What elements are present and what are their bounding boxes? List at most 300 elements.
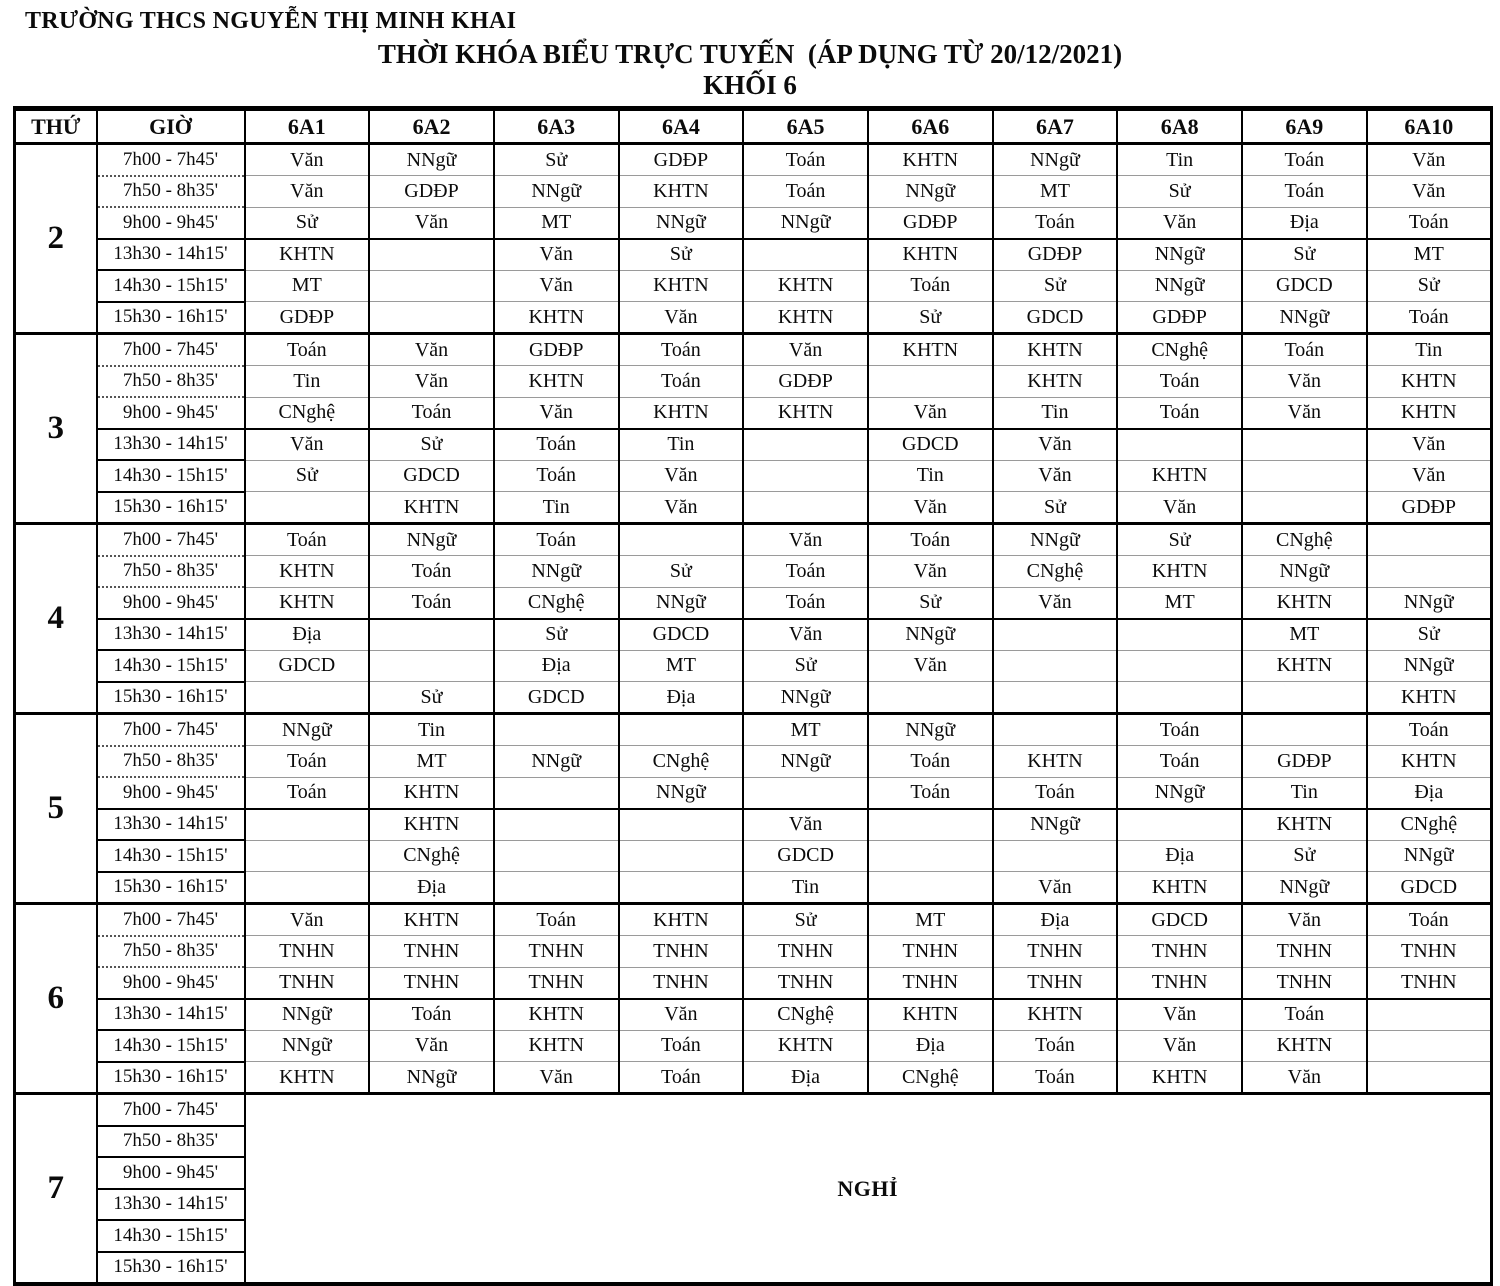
empty-cell [1242,682,1367,714]
subject-cell: Toán [245,746,370,778]
subject-cell: Địa [1117,840,1242,872]
subject-cell: KHTN [1117,460,1242,492]
empty-cell [1367,524,1492,556]
time-slot: 14h30 - 15h15' [97,460,245,492]
empty-cell [993,682,1118,714]
col-header-class: 6A10 [1367,109,1492,144]
subject-cell: KHTN [369,809,494,841]
empty-cell [1117,809,1242,841]
subject-cell: Văn [743,524,868,556]
subject-cell: Địa [1242,207,1367,239]
subject-cell: Toán [619,334,744,366]
subject-cell: Toán [1117,714,1242,746]
subject-cell: Văn [619,492,744,524]
subject-cell: GDCD [245,650,370,682]
time-slot: 9h00 - 9h45' [97,967,245,999]
time-slot: 15h30 - 16h15' [97,872,245,904]
subject-cell: NNgữ [1242,302,1367,334]
subject-cell: KHTN [993,999,1118,1031]
subject-cell: KHTN [1242,809,1367,841]
subject-cell: Toán [494,429,619,461]
subject-cell: NNgữ [369,524,494,556]
subject-cell: Văn [245,176,370,208]
subject-cell: Toán [868,746,993,778]
subject-cell: KHTN [245,587,370,619]
timetable-row [15,207,1492,239]
subject-cell: Văn [743,619,868,651]
subject-cell: Văn [1242,366,1367,398]
subject-cell: Văn [494,270,619,302]
subject-cell: Địa [868,1030,993,1062]
subject-cell: NNgữ [1117,270,1242,302]
col-header-time: GIỜ [97,109,245,144]
subject-cell: Văn [1367,144,1492,176]
subject-cell: KHTN [619,176,744,208]
subject-cell: TNHN [1242,936,1367,968]
empty-cell [993,714,1118,746]
subject-cell: Văn [993,429,1118,461]
timetable-row [15,777,1492,809]
empty-cell [494,714,619,746]
empty-cell [1117,682,1242,714]
empty-cell [494,872,619,904]
subject-cell: Văn [1242,904,1367,936]
subject-cell: KHTN [1242,1030,1367,1062]
day-number: 7 [15,1094,97,1285]
subject-cell: GDCD [369,460,494,492]
subject-cell: Địa [619,682,744,714]
subject-cell: Sử [993,492,1118,524]
subject-cell: Tin [245,366,370,398]
subject-cell: TNHN [369,936,494,968]
subject-cell: MT [245,270,370,302]
subject-cell: Toán [1242,334,1367,366]
time-slot: 7h50 - 8h35' [97,936,245,968]
subject-cell: MT [1367,239,1492,271]
subject-cell: NNgữ [868,176,993,208]
time-slot: 13h30 - 14h15' [97,1189,245,1221]
subject-cell: MT [743,714,868,746]
subject-cell: NNgữ [1117,777,1242,809]
subject-cell: TNHN [619,967,744,999]
subject-cell: KHTN [743,397,868,429]
time-slot: 13h30 - 14h15' [97,999,245,1031]
time-slot: 7h00 - 7h45' [97,714,245,746]
subject-cell: CNghệ [245,397,370,429]
subject-cell: Văn [1367,460,1492,492]
subject-cell: CNghệ [868,1062,993,1094]
timetable-row [15,176,1492,208]
subject-cell: Văn [868,650,993,682]
subject-cell: Toán [619,1062,744,1094]
subject-cell: Văn [1117,1030,1242,1062]
timetable-row [15,334,1492,366]
time-slot: 13h30 - 14h15' [97,429,245,461]
subject-cell: NNgữ [743,746,868,778]
time-slot: 13h30 - 14h15' [97,809,245,841]
subject-cell: KHTN [619,397,744,429]
subject-cell: Văn [1242,1062,1367,1094]
empty-cell [619,714,744,746]
col-header-class: 6A6 [868,109,993,144]
subject-cell: NNgữ [868,619,993,651]
time-slot: 7h50 - 8h35' [97,556,245,588]
time-slot: 7h00 - 7h45' [97,1094,245,1126]
subject-cell: KHTN [743,302,868,334]
subject-cell: NNgữ [1367,840,1492,872]
subject-cell: MT [1242,619,1367,651]
empty-cell [868,366,993,398]
subject-cell: MT [369,746,494,778]
empty-cell [245,840,370,872]
subject-cell: CNghệ [369,840,494,872]
time-slot: 9h00 - 9h45' [97,587,245,619]
subject-cell: KHTN [1367,366,1492,398]
subject-cell: KHTN [1242,650,1367,682]
subject-cell: GDĐP [1367,492,1492,524]
time-slot: 9h00 - 9h45' [97,777,245,809]
subject-cell: Văn [494,239,619,271]
subject-cell: Văn [1117,207,1242,239]
subject-cell: Văn [245,904,370,936]
timetable-row [15,999,1492,1031]
timetable-row [15,429,1492,461]
timetable-row [15,239,1492,271]
subject-cell: Văn [245,144,370,176]
empty-cell [245,682,370,714]
time-slot: 14h30 - 15h15' [97,270,245,302]
subject-cell: Văn [1242,397,1367,429]
subject-cell: KHTN [369,492,494,524]
subject-cell: Địa [369,872,494,904]
subject-cell: Văn [619,302,744,334]
day-number: 5 [15,714,97,904]
empty-cell [993,650,1118,682]
time-slot: 15h30 - 16h15' [97,682,245,714]
subject-cell: CNghệ [619,746,744,778]
subject-cell: MT [1117,587,1242,619]
timetable-row [15,904,1492,936]
subject-cell: Sử [993,270,1118,302]
subject-cell: NNgữ [245,1030,370,1062]
empty-cell [1242,429,1367,461]
subject-cell: Tin [1242,777,1367,809]
subject-cell: Văn [1117,492,1242,524]
subject-cell: KHTN [1367,682,1492,714]
subject-cell: Văn [743,334,868,366]
subject-cell: NNgữ [1367,587,1492,619]
subject-cell: TNHN [1367,936,1492,968]
time-slot: 13h30 - 14h15' [97,239,245,271]
subject-cell: Tin [619,429,744,461]
time-slot: 15h30 - 16h15' [97,492,245,524]
subject-cell: NNgữ [868,714,993,746]
subject-cell: NNgữ [494,746,619,778]
subject-cell: TNHN [245,936,370,968]
empty-cell [1367,999,1492,1031]
subject-cell: NNgữ [245,714,370,746]
subject-cell: Sử [494,144,619,176]
subject-cell: GDĐP [619,144,744,176]
header-row [15,109,1492,144]
subject-cell: KHTN [369,904,494,936]
subject-cell: NNgữ [743,682,868,714]
timetable-row [15,682,1492,714]
subject-cell: TNHN [494,936,619,968]
empty-cell [245,492,370,524]
subject-cell: Toán [1242,999,1367,1031]
subject-cell: MT [619,650,744,682]
subject-cell: Toán [245,777,370,809]
subject-cell: Toán [993,207,1118,239]
subject-cell: Sử [1117,524,1242,556]
subject-cell: Toán [494,904,619,936]
subject-cell: KHTN [1117,556,1242,588]
subject-cell: Toán [993,777,1118,809]
empty-cell [743,460,868,492]
subject-cell: NNgữ [619,777,744,809]
subject-cell: Văn [369,207,494,239]
subject-cell: TNHN [743,936,868,968]
subject-cell: TNHN [868,936,993,968]
subject-cell: NNgữ [494,556,619,588]
empty-cell [743,777,868,809]
subject-cell: Sử [245,460,370,492]
subject-cell: TNHN [743,967,868,999]
subject-cell: KHTN [245,239,370,271]
subject-cell: GDCD [494,682,619,714]
subject-cell: Sử [743,650,868,682]
empty-cell [743,429,868,461]
subject-cell: Văn [369,366,494,398]
subject-cell: KHTN [494,999,619,1031]
col-header-class: 6A2 [369,109,494,144]
subject-cell: Tin [868,460,993,492]
subject-cell: Toán [868,270,993,302]
subject-cell: GDĐP [993,239,1118,271]
subject-cell: Toán [369,556,494,588]
subject-cell: NNgữ [619,587,744,619]
subject-cell: Văn [868,397,993,429]
empty-cell [619,524,744,556]
col-header-class: 6A7 [993,109,1118,144]
time-slot: 14h30 - 15h15' [97,1220,245,1252]
subject-cell: Tin [494,492,619,524]
day-off-note: NGHỈ [245,1094,1492,1285]
time-slot: 14h30 - 15h15' [97,840,245,872]
subject-cell: GDCD [1367,872,1492,904]
subject-cell: TNHN [868,967,993,999]
subject-cell: GDĐP [868,207,993,239]
subject-cell: Toán [369,587,494,619]
subject-cell: KHTN [1117,872,1242,904]
empty-cell [1367,556,1492,588]
empty-cell [868,872,993,904]
subject-cell: Toán [1367,904,1492,936]
subject-cell: NNgữ [993,809,1118,841]
subject-cell: Tin [369,714,494,746]
time-slot: 7h50 - 8h35' [97,176,245,208]
col-header-class: 6A5 [743,109,868,144]
time-slot: 7h00 - 7h45' [97,904,245,936]
subject-cell: KHTN [993,366,1118,398]
empty-cell [369,239,494,271]
timetable-row [15,587,1492,619]
timetable-row [15,366,1492,398]
col-header-class: 6A9 [1242,109,1367,144]
subject-cell: Toán [1242,144,1367,176]
time-slot: 9h00 - 9h45' [97,207,245,239]
time-slot: 7h00 - 7h45' [97,334,245,366]
subject-cell: Văn [1117,999,1242,1031]
timetable-row [15,397,1492,429]
subject-cell: Toán [245,334,370,366]
time-slot: 14h30 - 15h15' [97,1030,245,1062]
subject-cell: NNgữ [1242,872,1367,904]
subject-cell: TNHN [245,967,370,999]
timetable-row [15,936,1492,968]
subject-cell: KHTN [619,904,744,936]
subject-cell: Toán [743,144,868,176]
col-header-class: 6A4 [619,109,744,144]
subject-cell: Toán [743,587,868,619]
empty-cell [245,809,370,841]
subject-cell: Toán [743,556,868,588]
timetable-body [15,144,1492,1285]
subject-cell: Văn [743,809,868,841]
empty-cell [1117,619,1242,651]
subject-cell: Địa [743,1062,868,1094]
timetable-row [15,492,1492,524]
empty-cell [993,619,1118,651]
timetable-row [15,556,1492,588]
subject-cell: MT [993,176,1118,208]
subject-cell: Văn [993,587,1118,619]
time-slot: 7h50 - 8h35' [97,366,245,398]
subject-cell: Sử [743,904,868,936]
time-slot: 15h30 - 16h15' [97,1252,245,1285]
timetable-row [15,650,1492,682]
subject-cell: CNghệ [1242,524,1367,556]
subject-cell: Toán [868,777,993,809]
empty-cell [245,872,370,904]
subject-cell: Sử [1242,840,1367,872]
subject-cell: KHTN [245,1062,370,1094]
timetable [13,106,1493,1286]
subject-cell: Toán [1117,397,1242,429]
day-number: 3 [15,334,97,524]
subject-cell: Văn [993,460,1118,492]
subject-cell: Văn [619,999,744,1031]
subject-cell: Tin [1367,334,1492,366]
subject-cell: CNghệ [1367,809,1492,841]
day-number: 2 [15,144,97,334]
subject-cell: GDĐP [369,176,494,208]
subject-cell: KHTN [1367,397,1492,429]
subject-cell: Sử [494,619,619,651]
subject-cell: Địa [1367,777,1492,809]
subject-cell: Địa [993,904,1118,936]
empty-cell [619,872,744,904]
empty-cell [494,809,619,841]
subject-cell: GDĐP [1242,746,1367,778]
empty-cell [369,270,494,302]
empty-cell [619,809,744,841]
subject-cell: KHTN [619,270,744,302]
time-slot: 15h30 - 16h15' [97,302,245,334]
subject-cell: KHTN [369,777,494,809]
empty-cell [369,650,494,682]
day-number: 6 [15,904,97,1094]
subject-cell: Văn [868,492,993,524]
subject-cell: Toán [1117,746,1242,778]
subject-cell: Văn [993,872,1118,904]
subject-cell: Tin [1117,144,1242,176]
subject-cell: KHTN [868,334,993,366]
subject-cell: GDCD [1117,904,1242,936]
subject-cell: Sử [369,429,494,461]
subject-cell: KHTN [868,144,993,176]
timetable-row [15,872,1492,904]
col-header-day: THỨ [15,109,97,144]
subject-cell: Toán [369,999,494,1031]
time-slot: 14h30 - 15h15' [97,650,245,682]
subject-cell: TNHN [1117,936,1242,968]
subject-cell: Sử [1367,270,1492,302]
empty-cell [1242,460,1367,492]
timetable-row [15,1094,1492,1126]
subject-cell: KHTN [868,239,993,271]
subject-cell: Văn [369,1030,494,1062]
subject-cell: CNghệ [743,999,868,1031]
subject-cell: NNgữ [1367,650,1492,682]
subject-cell: Toán [1367,207,1492,239]
subject-cell: TNHN [993,967,1118,999]
subject-cell: Toán [993,1030,1118,1062]
subject-cell: NNgữ [494,176,619,208]
subject-cell: Toán [494,460,619,492]
subject-cell: KHTN [494,1030,619,1062]
subject-cell: Toán [1242,176,1367,208]
empty-cell [743,239,868,271]
empty-cell [369,302,494,334]
subject-cell: TNHN [1367,967,1492,999]
subject-cell: Tin [993,397,1118,429]
subject-cell: KHTN [494,302,619,334]
subject-cell: GDĐP [1117,302,1242,334]
school-name: TRƯỜNG THCS NGUYỄN THỊ MINH KHAI [25,8,517,34]
empty-cell [868,809,993,841]
subject-cell: Sử [868,302,993,334]
page-title: THỜI KHÓA BIỂU TRỰC TUYẾN (ÁP DỤNG TỪ 20/12/2021) [377,39,1123,69]
subject-cell: CNghệ [494,587,619,619]
timetable-row [15,460,1492,492]
subject-cell: Văn [1367,176,1492,208]
subject-cell: NNgữ [245,999,370,1031]
subject-cell: Văn [1367,429,1492,461]
subject-cell: Văn [619,460,744,492]
empty-cell [369,619,494,651]
subject-cell: Văn [494,1062,619,1094]
subject-cell: TNHN [494,967,619,999]
subject-cell: NNgữ [369,1062,494,1094]
subject-cell: Toán [743,176,868,208]
subject-cell: TNHN [1117,967,1242,999]
time-slot: 7h00 - 7h45' [97,524,245,556]
subject-cell: GDCD [743,840,868,872]
subject-cell: Toán [619,1030,744,1062]
empty-cell [743,492,868,524]
